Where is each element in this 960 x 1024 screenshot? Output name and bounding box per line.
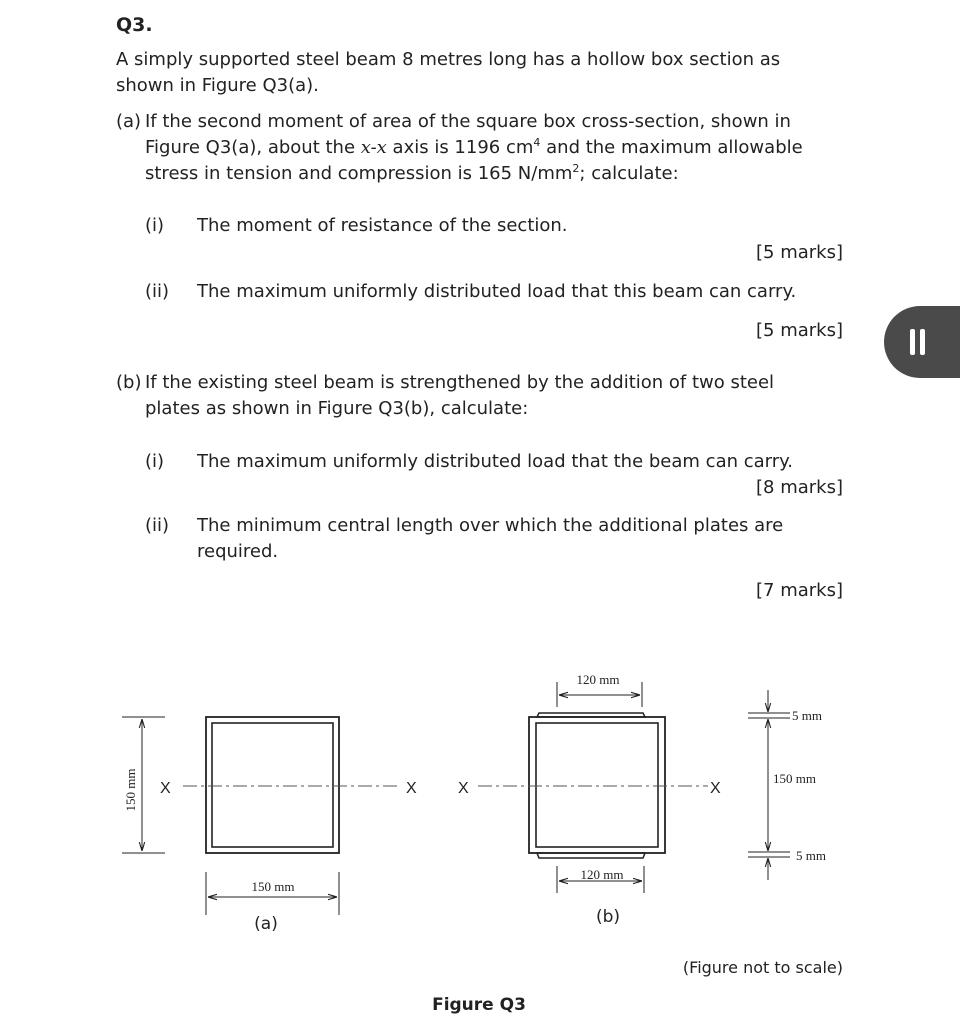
part-a-line-1: If the second moment of area of the square box cross-section, shown in [145,111,791,132]
question-number: Q3. [116,14,153,36]
part-b-ii-num: (ii) [145,515,170,536]
top-dim-label-b: 120 mm [576,672,620,687]
part-b-ii-text-2: required. [197,541,279,562]
part-a-line-2: Figure Q3(a), about the x-x axis is 1196 $cm^4$ and the maximum allowable [145,136,803,158]
part-b-line-1: If the existing steel beam is strengthened by the addition of two steel [145,372,775,393]
part-a-label: (a) [116,111,142,132]
axis-label: x-x [360,137,387,158]
intro-line-1: A simply supported steel beam 8 metres long has a hollow box section as [116,49,781,70]
figure-note: (Figure not to scale) [682,958,843,977]
axis-label-left-b: X [458,780,469,797]
part-a-line-3: stress in tension and compression is 165 $N/mm^2$; calculate: [145,162,679,184]
width-dim-label-a: 150 mm [251,879,295,894]
part-a-ii-text: The maximum uniformly distributed load that this beam can carry. [197,281,797,302]
intro-line-2: shown in Figure Q3(a). [116,75,319,96]
section-b [478,682,790,893]
part-b-i-marks: [8 marks] [756,477,843,498]
height-dim-label-a: 150 mm [123,768,138,812]
label-b: (b) [595,907,621,927]
part-a-ii-marks: [5 marks] [756,320,843,341]
depth-dim-label-b: 150 mm [773,771,816,786]
bottom-dim-label-b: 120 mm [580,867,624,882]
part-b-i-num: (i) [145,451,165,472]
part-b-i-text: The maximum uniformly distributed load that the beam can carry. [197,451,793,472]
label-a: (a) [254,914,278,934]
plate-bottom-dim-label: 5 mm [796,848,826,863]
axis-label-left-a: X [160,780,171,797]
part-b-ii-marks: [7 marks] [756,580,843,601]
part-b-ii-text-1: The minimum central length over which the additional plates are [197,515,784,536]
plate-top-dim-label: 5 mm [792,708,822,723]
part-a-i-text: The moment of resistance of the section. [197,215,568,236]
part-a-ii-num: (ii) [145,281,170,302]
axis-label-right-b: X [710,780,721,797]
part-b-line-2: plates as shown in Figure Q3(b), calculate: [145,398,529,419]
part-a-i-num: (i) [145,215,165,236]
part-b-label: (b) [116,372,142,393]
part-a-i-marks: [5 marks] [756,242,843,263]
figure-caption: Figure Q3 [432,995,526,1015]
axis-label-right-a: X [406,780,417,797]
